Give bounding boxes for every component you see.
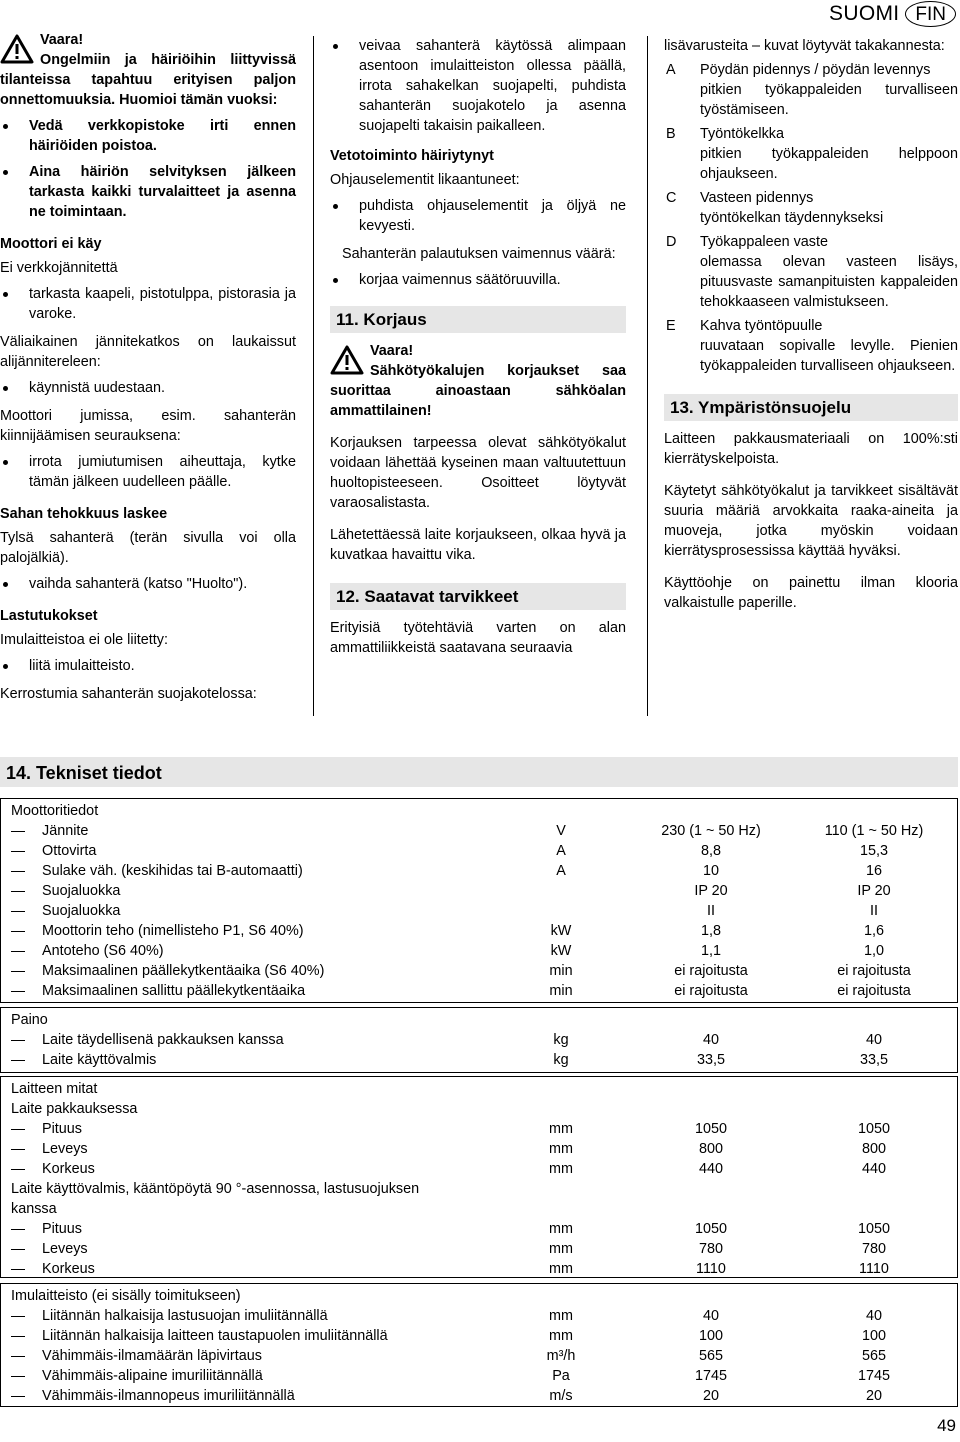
item-description: ruuvataan sopivalle levylle. Pienien työkappaleiden turvalliseen ohjaukseen. — [700, 338, 958, 374]
paragraph: Väliaikainen jännitekatkos on laukaissut alijännitereleen: — [0, 334, 296, 370]
spec-value-110v: 1745 — [857, 1368, 890, 1384]
column-divider — [313, 36, 314, 716]
page-header — [829, 0, 956, 28]
paragraph: Imulaitteistoa ei ole liitetty: — [0, 632, 168, 648]
paragraph: Sahanterän palautuksen vaimennus väärä: — [342, 246, 616, 262]
page-number: 49 — [937, 1416, 956, 1435]
column-2 — [330, 30, 626, 658]
table-row — [1, 881, 957, 901]
spec-value-110v: 33,5 — [859, 1052, 888, 1068]
item-title: Pöydän pidennys / pöydän levennys — [700, 62, 931, 78]
spec-value-110v: 40 — [865, 1308, 882, 1324]
dash-marker — [11, 871, 25, 872]
spec-value-110v: 100 — [861, 1328, 886, 1344]
item-description: pitkien työkappaleiden helppoon ohjaukseen. — [700, 146, 958, 182]
spec-value-110v: ei rajoitusta — [837, 963, 911, 979]
item-description: pitkien työkappaleiden turvalliseen työstämiseen. — [700, 82, 958, 118]
list-item: tarkasta kaapeli, pistotulppa, pistorasia ja varoke. — [0, 284, 296, 324]
spec-value-230v: 40 — [702, 1308, 719, 1324]
spec-label: Laite täydellisenä pakkauksen kanssa — [42, 1032, 284, 1048]
dash-marker — [11, 1129, 25, 1130]
list-item: irrota jumiutumisen aiheuttaja, kytke tämän jälkeen uudelleen päälle. — [0, 452, 296, 492]
table-row — [1, 921, 957, 941]
spec-label: Sulake väh. (keskihidas tai B-automaatti) — [42, 863, 303, 879]
item-description: olemassa olevan vasteen lisäys, pituusvaste samanpituisten kappaleiden tehokkaaseen valmistukseen. — [700, 254, 958, 310]
spec-label: Pituus — [42, 1221, 82, 1237]
table-row — [1, 901, 957, 921]
spec-label: Vähimmäis-ilmannopeus imuriliitännällä — [42, 1388, 295, 1404]
spec-label: Laite pakkauksessa — [11, 1101, 138, 1117]
table-row — [1, 1099, 957, 1119]
spec-value-230v: 8,8 — [700, 843, 721, 859]
warning-text: Sähkötyökalujen korjaukset saa suorittaa ainoastaan sähköalan ammattilainen! — [330, 363, 626, 419]
spec-value-230v: 100 — [698, 1328, 723, 1344]
section-title-11: 11. Korjaus — [330, 306, 626, 333]
spec-label: Vähimmäis-alipaine imuriliitännällä — [42, 1368, 263, 1384]
paragraph: Käyttöohje on painettu ilman klooria valkaistulle paperille. — [664, 575, 958, 611]
spec-unit: A — [556, 863, 566, 879]
table-row — [1, 1259, 957, 1279]
item-letter: E — [666, 318, 676, 334]
dash-marker — [11, 1316, 25, 1317]
dash-marker — [11, 971, 25, 972]
spec-unit: mm — [549, 1121, 573, 1137]
spec-label: Ottovirta — [42, 843, 97, 859]
spec-value-230v: 20 — [702, 1388, 719, 1404]
list-item — [664, 316, 958, 376]
spec-label: Suojaluokka — [42, 883, 121, 899]
table-row — [1, 861, 957, 881]
spec-unit: kg — [553, 1032, 569, 1048]
table-row — [1, 1159, 957, 1179]
dash-marker — [11, 1356, 25, 1357]
spec-value-230v: 33,5 — [696, 1052, 725, 1068]
list-item: vaihda sahanterä (katso "Huolto"). — [0, 574, 296, 594]
list-item — [664, 188, 958, 228]
table-row — [1, 1050, 957, 1070]
dash-marker — [11, 991, 25, 992]
dash-marker — [11, 1169, 25, 1170]
column-1 — [0, 30, 296, 704]
spec-value-110v: 1,0 — [863, 943, 884, 959]
spec-unit: kg — [553, 1052, 569, 1068]
list-item: veivaa sahanterä käytössä alimpaan asentoon imulaitteiston ollessa päällä, irrota sahakelkan suojapelti, puhdista sahanterän suojakotelo ja asenna suojapelti takaisin paikalleen. — [330, 36, 626, 136]
spec-value-230v: 40 — [702, 1032, 719, 1048]
spec-value-110v: 1110 — [859, 1261, 889, 1277]
spec-unit: mm — [549, 1308, 573, 1324]
spec-value-230v: II — [707, 903, 715, 919]
table-row — [1, 801, 957, 821]
spec-label: Pituus — [42, 1121, 82, 1137]
spec-label: Korkeus — [42, 1261, 95, 1277]
spec-value-230v: 10 — [702, 863, 719, 879]
spec-unit: mm — [549, 1221, 573, 1237]
dash-marker — [11, 951, 25, 952]
list-item: korjaa vaimennus säätöruuvilla. — [330, 270, 626, 290]
spec-unit: mm — [549, 1241, 573, 1257]
table-row — [1, 1326, 957, 1346]
paragraph: Lähetettäessä laite korjaukseen, olkaa hyvä ja kuvatkaa havaittu vika. — [330, 527, 626, 563]
spec-value-110v: 20 — [865, 1388, 882, 1404]
spec-value-230v: 780 — [698, 1241, 723, 1257]
table-row — [1, 1079, 957, 1099]
spec-value-230v: 1050 — [694, 1221, 727, 1237]
spec-value-230v: 1,1 — [700, 943, 721, 959]
spec-label: Leveys — [42, 1241, 88, 1257]
spec-value-230v: 1110 — [696, 1261, 726, 1277]
dash-marker — [11, 1336, 25, 1337]
spec-label: Liitännän halkaisija laitteen taustapuolen imuliitännällä — [42, 1328, 388, 1344]
spec-label: Laite käyttövalmis, kääntöpöytä 90 °-asennossa, lastusuojuksen — [11, 1181, 420, 1197]
dash-marker — [11, 1040, 25, 1041]
table-row — [1, 1199, 957, 1219]
list-item: käynnistä uudestaan. — [0, 378, 296, 398]
spec-value-110v: 1050 — [857, 1121, 890, 1137]
spec-label: Laitteen mitat — [11, 1081, 98, 1097]
spec-label: Leveys — [42, 1141, 88, 1157]
spec-value-230v: 230 (1 ~ 50 Hz) — [661, 823, 761, 839]
spec-label: Moottoritiedot — [11, 803, 99, 819]
dash-marker — [11, 1060, 25, 1061]
spec-value-230v: 1,8 — [700, 923, 721, 939]
spec-value-110v: 15,3 — [859, 843, 888, 859]
dash-marker — [11, 831, 25, 832]
list-item: Vedä verkkopistoke irti ennen häiriöiden poistoa. — [0, 116, 296, 156]
column-divider — [647, 36, 648, 716]
spec-unit: min — [549, 963, 573, 979]
item-title: Kahva työntöpuulle — [700, 318, 823, 334]
table-row — [1, 1386, 957, 1406]
warning-triangle-icon — [0, 34, 34, 64]
table-row — [1, 1119, 957, 1139]
spec-value-110v: 440 — [861, 1161, 886, 1177]
paragraph: Tylsä sahanterä (terän sivulla voi olla palojälkiä). — [0, 530, 296, 566]
spec-label: kanssa — [11, 1201, 57, 1217]
spec-value-110v: II — [870, 903, 878, 919]
section-heading: Vetotoiminto häiriytynyt — [330, 148, 494, 164]
spec-value-110v: 565 — [861, 1348, 886, 1364]
spec-unit: kW — [550, 943, 572, 959]
table-row — [1, 941, 957, 961]
spec-value-110v: IP 20 — [857, 883, 891, 899]
spec-label: Moottorin teho (nimellisteho P1, S6 40%) — [42, 923, 304, 939]
section-title-13: 13. Ympäristönsuojelu — [664, 394, 958, 421]
dash-marker — [11, 1249, 25, 1250]
spec-value-230v: 800 — [698, 1141, 723, 1157]
item-letter: D — [666, 234, 677, 250]
table-row — [1, 1286, 957, 1306]
spec-label: Maksimaalinen päällekytkentäaika (S6 40%) — [42, 963, 325, 979]
spec-unit: mm — [549, 1328, 573, 1344]
paragraph: Käytetyt sähkötyökalut ja tarvikkeet sisältävät suuria määriä arvokkaita raaka-aineita ja muoveja, jotka myöskin voidaan kierrätysprosessissa käyttää hyväksi. — [664, 483, 958, 559]
spec-value-110v: 40 — [865, 1032, 882, 1048]
dash-marker — [11, 1396, 25, 1397]
spec-label: Vähimmäis-ilmamäärän läpivirtaus — [42, 1348, 262, 1364]
language-code-badge: FIN — [905, 1, 956, 27]
spec-unit: mm — [549, 1141, 573, 1157]
item-title: Työkappaleen vaste — [700, 234, 829, 250]
dash-marker — [11, 1149, 25, 1150]
item-title: Työntökelkka — [700, 126, 784, 142]
item-letter: A — [666, 62, 676, 78]
table-row — [1, 1366, 957, 1386]
spec-value-230v: ei rajoitusta — [674, 963, 748, 979]
spec-unit: m³/h — [546, 1348, 576, 1364]
spec-label: Laite käyttövalmis — [42, 1052, 157, 1068]
table-row — [1, 1010, 957, 1030]
spec-label: Suojaluokka — [42, 903, 121, 919]
spec-value-110v: 1,6 — [863, 923, 884, 939]
dash-marker — [11, 1376, 25, 1377]
paragraph: Kerrostumia sahanterän suojakotelossa: — [0, 686, 257, 702]
spec-label: Liitännän halkaisija lastusuojan imuliitännällä — [42, 1308, 328, 1324]
spec-group — [0, 1007, 958, 1073]
spec-label: Paino — [11, 1012, 48, 1028]
item-description: työntökelkan täydennykseksi — [700, 210, 884, 226]
spec-group — [0, 798, 958, 1003]
spec-value-110v: 780 — [861, 1241, 886, 1257]
dash-marker — [11, 1269, 25, 1270]
spec-label: Imulaitteisto (ei sisälly toimitukseen) — [11, 1288, 241, 1304]
paragraph: Moottori jumissa, esim. sahanterän kiinnijäämisen seurauksena: — [0, 408, 296, 444]
paragraph: Erityisiä työtehtäviä varten on alan ammattiliikkeistä saatavana seuraavia — [330, 620, 626, 656]
section-heading: Lastutukokset — [0, 608, 98, 624]
paragraph: Laitteen pakkausmateriaali on 100%:sti kierrätyskelpoista. — [664, 431, 958, 467]
spec-unit: A — [556, 843, 566, 859]
table-row — [1, 1030, 957, 1050]
section-heading: Moottori ei käy — [0, 236, 102, 252]
spec-value-230v: 1745 — [694, 1368, 727, 1384]
table-row — [1, 1219, 957, 1239]
dash-marker — [11, 891, 25, 892]
spec-value-230v: 565 — [698, 1348, 723, 1364]
paragraph: Ei verkkojännitettä — [0, 260, 118, 276]
table-row — [1, 821, 957, 841]
spec-unit: min — [549, 983, 573, 999]
language-label: SUOMI — [829, 2, 900, 25]
warning-block — [0, 30, 296, 50]
spec-label: Jännite — [42, 823, 89, 839]
list-item — [664, 60, 958, 120]
spec-value-230v: ei rajoitusta — [674, 983, 748, 999]
table-row — [1, 1139, 957, 1159]
spec-group — [0, 1076, 958, 1278]
warning-text: Ongelmiin ja häiriöihin liittyvissä tilanteissa tapahtuu erityisen paljon onnettomuuksia. Huomioi tämän vuoksi: — [0, 52, 296, 108]
spec-value-110v: ei rajoitusta — [837, 983, 911, 999]
warning-triangle-icon — [330, 345, 364, 375]
list-item: liitä imulaitteisto. — [0, 656, 296, 676]
spec-value-110v: 1050 — [857, 1221, 890, 1237]
spec-unit: kW — [550, 923, 572, 939]
item-title: Vasteen pidennys — [700, 190, 814, 206]
dash-marker — [11, 1229, 25, 1230]
table-row — [1, 961, 957, 981]
spec-value-110v: 16 — [865, 863, 882, 879]
dash-marker — [11, 931, 25, 932]
spec-value-230v: 440 — [698, 1161, 723, 1177]
spec-value-110v: 800 — [861, 1141, 886, 1157]
item-letter: B — [666, 126, 676, 142]
spec-unit: V — [556, 823, 566, 839]
spec-unit: mm — [549, 1261, 573, 1277]
accessory-list — [664, 60, 958, 376]
table-row — [1, 841, 957, 861]
list-item: puhdista ohjauselementit ja öljyä ne kevyesti. — [330, 196, 626, 236]
table-row — [1, 981, 957, 1001]
paragraph: Korjauksen tarpeessa olevat sähkötyökalut voidaan lähettää kyseinen maan valtuutettuun huoltopisteeseen. Osoitteet löytyvät varaosalistasta. — [330, 435, 626, 511]
table-row — [1, 1346, 957, 1366]
dash-marker — [11, 851, 25, 852]
section-heading: Sahan tehokkuus laskee — [0, 506, 168, 522]
section-title-14: 14. Tekniset tiedot — [0, 757, 958, 787]
spec-unit: mm — [549, 1161, 573, 1177]
section-title-12: 12. Saatavat tarvikkeet — [330, 583, 626, 610]
warning-title: Vaara! — [370, 343, 414, 359]
spec-group — [0, 1283, 958, 1407]
spec-value-230v: IP 20 — [694, 883, 728, 899]
list-item — [664, 232, 958, 312]
spec-value-230v: 1050 — [694, 1121, 727, 1137]
spec-label: Antoteho (S6 40%) — [42, 943, 164, 959]
column-3 — [664, 30, 958, 613]
list-item: Aina häiriön selvityksen jälkeen tarkasta kaikki turvalaitteet ja asenna ne toimintaan. — [0, 162, 296, 222]
paragraph: Ohjauselementit likaantuneet: — [330, 172, 520, 188]
spec-unit: m/s — [549, 1388, 573, 1404]
spec-label: Korkeus — [42, 1161, 95, 1177]
dash-marker — [11, 911, 25, 912]
warning-title: Vaara! — [40, 32, 84, 48]
list-item — [664, 124, 958, 184]
spec-value-110v: 110 (1 ~ 50 Hz) — [824, 823, 924, 839]
spec-unit: Pa — [552, 1368, 570, 1384]
table-row — [1, 1179, 957, 1199]
table-row — [1, 1306, 957, 1326]
table-row — [1, 1239, 957, 1259]
spec-label: Maksimaalinen sallittu päällekytkentäaika — [42, 983, 306, 999]
item-letter: C — [666, 190, 677, 206]
warning-block — [330, 341, 626, 361]
paragraph: lisävarusteita – kuvat löytyvät takakannesta: — [664, 38, 945, 54]
